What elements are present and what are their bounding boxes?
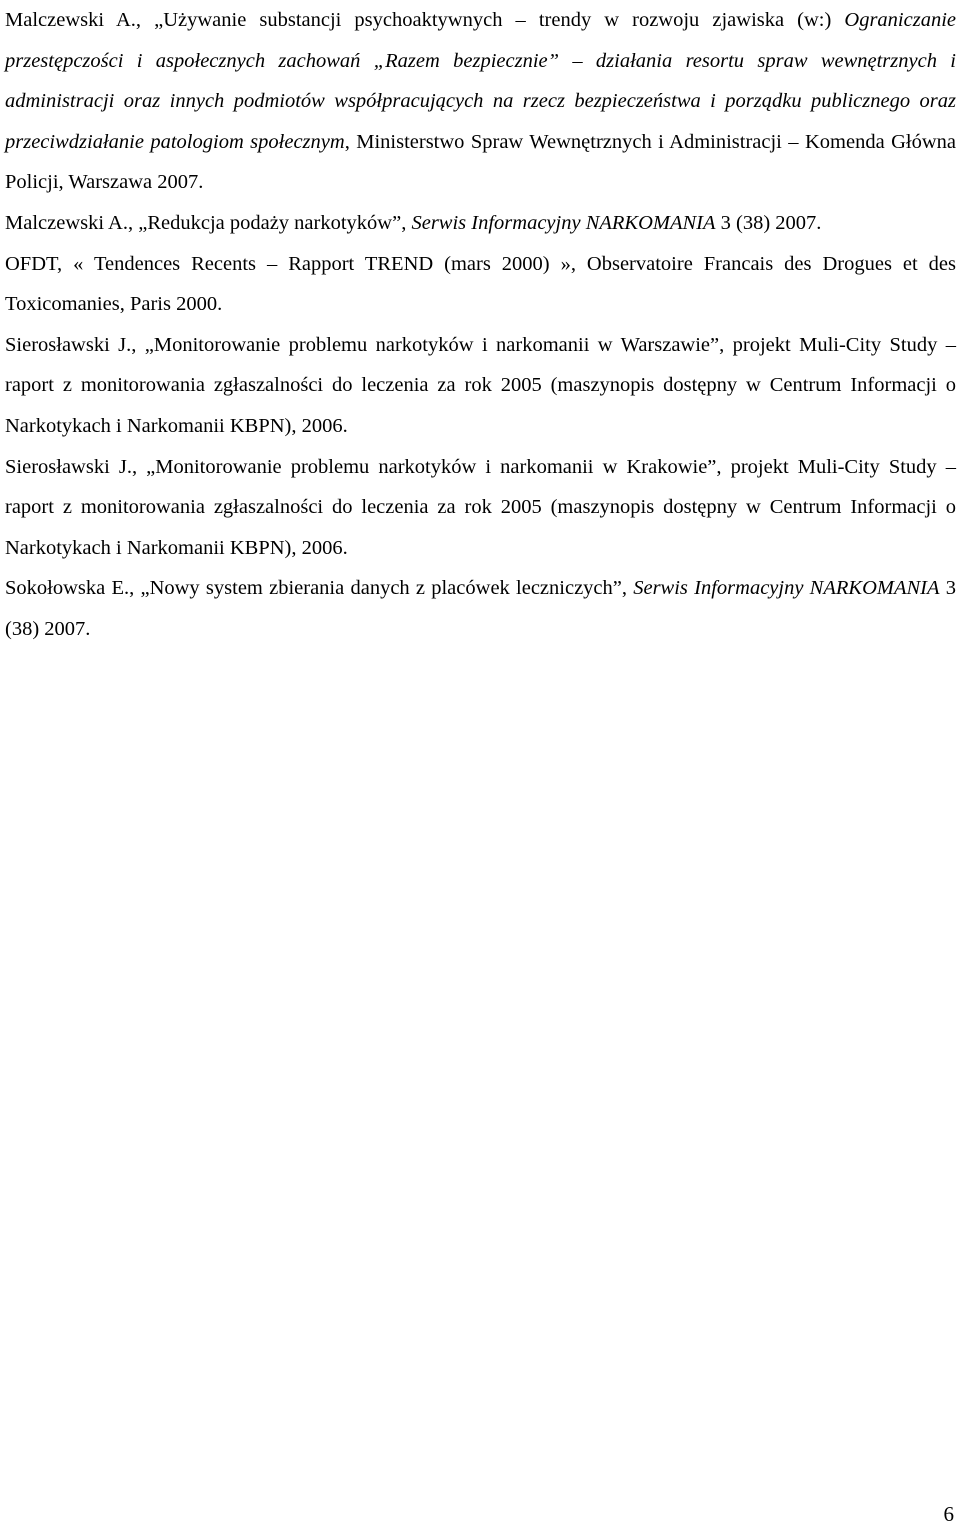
reference-text: 3 (38) 2007. [715,211,822,234]
reference-item [5,325,956,447]
reference-text: , Ministerstwo Spraw Wewnętrznych i Administracji – Komenda Główna Policji, Warszawa 2007. [5,130,956,194]
reference-text: Malczewski A., „Redukcja podaży narkotyków”, [5,211,412,234]
reference-item [5,447,956,569]
reference-title-italic: Serwis Informacyjny NARKOMANIA [633,577,940,600]
reference-item [5,568,956,649]
reference-item [5,0,956,203]
reference-title-italic: Serwis Informacyjny NARKOMANIA [411,211,716,234]
reference-title-italic: Ograniczanie przestępczości i aspołecznych zachowań „Razem bezpiecznie” – działania resortu spraw wewnętrznych i administracji oraz innych podmiotów współpracujących na rzecz bezpieczeństwa i porządku publicznego oraz przeciwdziałanie patologiom społecznym [5,9,956,153]
reference-text: Malczewski A., „Używanie substancji psychoaktywnych – trendy w rozwoju zjawiska (w:) [5,9,845,31]
reference-text: 3 (38) 2007. [5,577,957,640]
page-number: 6 [943,1502,954,1526]
reference-text: OFDT, « Tendences Recents – Rapport TREND (mars 2000) », Observatoire Francais des Drogues et des Toxicomanies, Paris 2000. [5,252,956,316]
reference-text: Sierosławski J., „Monitorowanie problemu narkotyków i narkomanii w Krakowie”, projekt Muli-City Study – raport z monitorowania zgłaszalności do leczenia za rok 2005 (maszynopis dostępny w Centrum Informacji o Narkotykach i Narkomanii KBPN), 2006. [5,455,956,559]
reference-item [5,203,956,244]
reference-item [5,244,956,325]
reference-list [5,0,956,650]
document-page [5,0,956,650]
reference-text: Sokołowska E., „Nowy system zbierania danych z placówek leczniczych”, [5,577,634,600]
reference-text: Sierosławski J., „Monitorowanie problemu narkotyków i narkomanii w Warszawie”, projekt Muli-City Study – raport z monitorowania zgłaszalności do leczenia za rok 2005 (maszynopis dostępny w Centrum Informacji o Narkotykach i Narkomanii KBPN), 2006. [5,333,956,437]
